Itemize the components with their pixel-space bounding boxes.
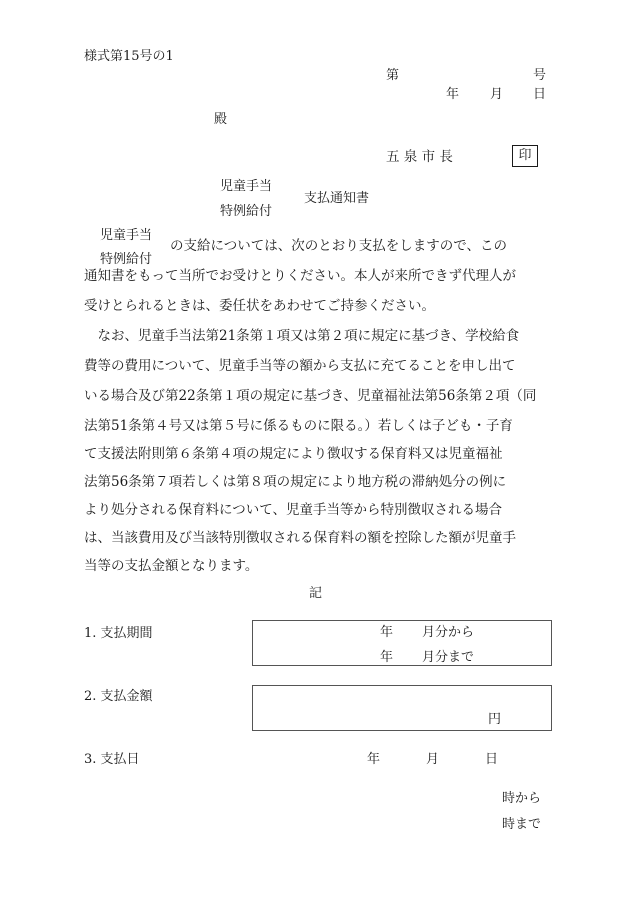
time-from: 時から bbox=[502, 791, 542, 806]
body-line: 受けとられるときは、委任状をあわせてご持参ください。 bbox=[84, 298, 435, 314]
payment-period-label: 1. 支払期間 bbox=[84, 626, 153, 641]
body-line: 当等の支払金額となります。 bbox=[84, 558, 259, 574]
issuer-name: 五 泉 市 長 bbox=[386, 149, 453, 165]
payment-amount-label: 2. 支払金額 bbox=[84, 689, 153, 704]
number-suffix: 号 bbox=[533, 68, 547, 83]
body-line: は、当該費用及び当該特別徴収される保育料の額を控除した額が児童手 bbox=[84, 530, 516, 546]
payment-date-label: 3. 支払日 bbox=[84, 752, 140, 767]
body-line: 費等の費用について、児童手当等の額から支払に充てることを申し出て bbox=[84, 358, 516, 374]
body-line: なお、児童手当法第21条第１項又は第２項に規定に基づき、学校給食 bbox=[84, 328, 520, 344]
body-option-allowance: 児童手当 bbox=[100, 228, 153, 243]
body-line: より処分される保育料について、児童手当等から特別徴収される場合 bbox=[84, 502, 502, 518]
period-from-month: 月分から bbox=[422, 625, 475, 640]
body-line: 通知書をもって当所でお受けとりください。本人が来所できず代理人が bbox=[84, 268, 516, 284]
payment-period-box bbox=[252, 620, 552, 666]
period-to-year: 年 bbox=[380, 650, 394, 665]
body-line: の支給については、次のとおり支払をしますので、この bbox=[170, 238, 507, 254]
document-title: 支払通知書 bbox=[304, 191, 370, 206]
number-prefix: 第 bbox=[386, 68, 400, 83]
payment-date-day: 日 bbox=[485, 752, 499, 767]
body-line: いる場合及び第22条第１項の規定に基づき、児童福祉法第56条第２項（同 bbox=[84, 388, 537, 404]
body-option-special: 特例給付 bbox=[100, 252, 153, 267]
issue-month: 月 bbox=[490, 87, 504, 102]
form-number: 様式第15号の1 bbox=[84, 49, 174, 64]
amount-unit: 円 bbox=[488, 712, 502, 727]
body-line: 法第51条第４号又は第５号に係るものに限る。）若しくは子ども・子育 bbox=[84, 418, 513, 434]
payment-date-month: 月 bbox=[426, 752, 440, 767]
issue-year: 年 bbox=[446, 87, 460, 102]
body-line: て支援法附則第６条第４項の規定により徴収する保育料又は児童福祉 bbox=[84, 446, 503, 462]
issue-day: 日 bbox=[533, 87, 547, 102]
body-line: 法第56条第７項若しくは第８項の規定により地方税の滞納処分の例に bbox=[84, 474, 507, 490]
time-to: 時まで bbox=[502, 817, 542, 832]
addressee-suffix: 殿 bbox=[214, 112, 228, 127]
ki-mark: 記 bbox=[309, 586, 323, 601]
payment-date-year: 年 bbox=[367, 752, 381, 767]
title-option-special: 特例給付 bbox=[220, 204, 273, 219]
period-from-year: 年 bbox=[380, 625, 394, 640]
seal-stamp: 印 bbox=[512, 145, 538, 167]
period-to-month: 月分まで bbox=[422, 650, 475, 665]
title-option-allowance: 児童手当 bbox=[220, 179, 273, 194]
payment-amount-box bbox=[252, 685, 552, 731]
